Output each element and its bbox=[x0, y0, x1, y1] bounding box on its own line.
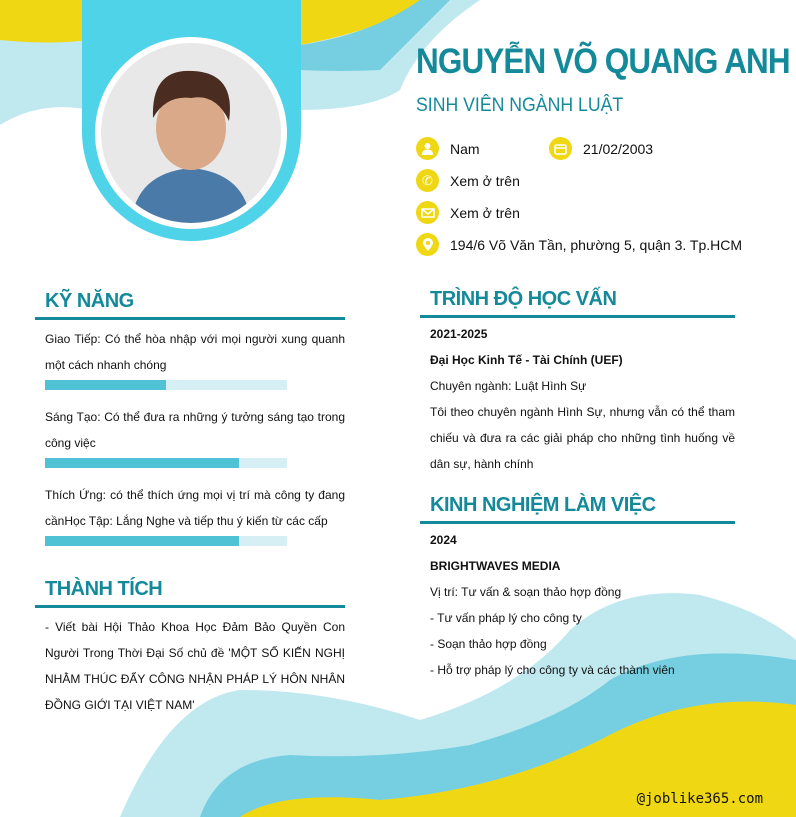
email: Xem ở trên bbox=[450, 204, 520, 221]
education-section bbox=[420, 288, 735, 477]
avatar bbox=[95, 37, 287, 229]
user-icon bbox=[416, 137, 439, 160]
address: 194/6 Võ Văn Tần, phường 5, quận 3. Tp.HCM bbox=[450, 236, 742, 253]
experience-duty: - Hỗ trợ pháp lý cho công ty và các thành viên bbox=[430, 663, 675, 677]
right-column bbox=[420, 288, 735, 683]
address-row bbox=[416, 233, 742, 256]
education-desc: Tôi theo chuyên ngành Hình Sự, nhưng vẫn có thể tham chiếu và đưa ra các giải pháp cho những tình huống về dân sự, hành chính bbox=[430, 405, 735, 471]
phone: Xem ở trên bbox=[450, 172, 520, 189]
calendar-icon bbox=[549, 137, 572, 160]
skill-text: Giao Tiếp: Có thể hòa nhập với mọi người xung quanh một cách nhanh chóng bbox=[45, 332, 345, 372]
education-years: 2021-2025 bbox=[430, 327, 488, 341]
left-column bbox=[35, 290, 345, 718]
experience-company: BRIGHTWAVES MEDIA bbox=[430, 559, 561, 573]
skill-bar bbox=[45, 536, 287, 546]
experience-position: Vị trí: Tư vấn & soạn thảo hợp đồng bbox=[430, 585, 622, 599]
skill-bar bbox=[45, 458, 287, 468]
phone-icon: ✆ bbox=[416, 169, 439, 192]
education-heading: TRÌNH ĐỘ HỌC VẤN bbox=[420, 288, 735, 318]
achievements-heading: THÀNH TÍCH bbox=[35, 578, 345, 608]
achievements-section bbox=[35, 578, 345, 718]
phone-row bbox=[416, 169, 520, 192]
education-major: Chuyên ngành: Luật Hình Sự bbox=[430, 379, 587, 393]
candidate-role: SINH VIÊN NGÀNH LUẬT bbox=[416, 95, 624, 116]
birthdate-row bbox=[549, 137, 653, 160]
skill-text: Thích Ứng: có thể thích ứng mọi vị trí mà công ty đang cầnHọc Tập: Lắng Nghe và tiếp thu ý kiến từ các cấp bbox=[45, 488, 345, 528]
skill-bar bbox=[45, 380, 287, 390]
experience-section bbox=[420, 494, 735, 683]
experience-year: 2024 bbox=[430, 533, 457, 547]
education-school: Đại Học Kinh Tế - Tài Chính (UEF) bbox=[430, 353, 623, 367]
experience-duty: - Soạn thảo hợp đồng bbox=[430, 637, 547, 651]
achievement-text: - Viết bài Hội Thảo Khoa Học Đảm Bảo Quyền Con Người Trong Thời Đại Số chủ đề 'MỘT SỐ KIẾN NGHỊ NHẰM THÚC ĐẨY CÔNG NHẬN PHÁP LÝ HÔN NHÂN ĐỒNG GIỚI TẠI VIỆT NAM' bbox=[45, 620, 345, 712]
gender: Nam bbox=[450, 140, 480, 157]
skills-heading: KỸ NĂNG bbox=[35, 290, 345, 320]
skills-section bbox=[35, 290, 345, 560]
birthdate: 21/02/2003 bbox=[583, 140, 654, 157]
experience-duty: - Tư vấn pháp lý cho công ty bbox=[430, 611, 582, 625]
experience-heading: KINH NGHIỆM LÀM VIỆC bbox=[420, 494, 735, 524]
location-pin-icon bbox=[416, 233, 439, 256]
skill-text: Sáng Tạo: Có thể đưa ra những ý tưởng sáng tạo trong công việc bbox=[45, 410, 345, 450]
email-icon bbox=[416, 201, 439, 224]
footer-watermark: @joblike365.com bbox=[636, 791, 763, 807]
gender-row bbox=[416, 137, 480, 160]
email-row bbox=[416, 201, 520, 224]
candidate-name: NGUYỄN VÕ QUANG ANH bbox=[416, 42, 790, 81]
